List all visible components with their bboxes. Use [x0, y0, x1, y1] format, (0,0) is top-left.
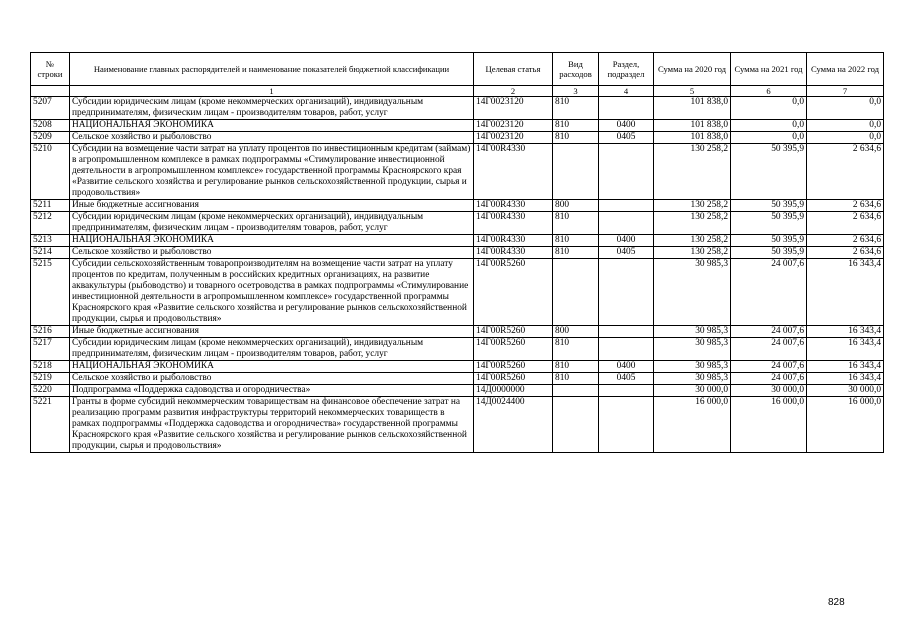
expense-type-cell: 810: [553, 132, 599, 144]
section-cell: [599, 144, 654, 200]
sum-2022-cell: 2 634,6: [807, 212, 884, 235]
table-row: [31, 361, 884, 373]
header-name: Наименование главных распорядителей и наименование показателей бюджетной классификации: [70, 53, 474, 86]
table-row: [31, 338, 884, 361]
row-name-cell: Гранты в форме субсидий некоммерческим товариществам на финансовое обеспечение затрат на реализацию программ развития инфраструктуры территорий некоммерческих товариществ в рамках подпрограммы «Поддержка садоводства и огородничества» государственной программы Красноярского края «Развитие сельского хозяйства и регулирование рынков сельскохозяйственной продукции, сырья и продовольствия»: [70, 397, 474, 453]
row-number-cell: 5213: [31, 235, 70, 247]
sum-2022-cell: 2 634,6: [807, 235, 884, 247]
row-number-cell: 5219: [31, 373, 70, 385]
sum-2022-cell: 2 634,6: [807, 200, 884, 212]
sum-2021-cell: 50 395,9: [731, 247, 807, 259]
target-article-cell: 14Г00R5260: [474, 326, 553, 338]
target-article-cell: 14Д0000000: [474, 385, 553, 397]
table-row: [31, 200, 884, 212]
row-number-cell: 5216: [31, 326, 70, 338]
row-name-cell: Иные бюджетные ассигнования: [70, 200, 474, 212]
row-name-cell: Сельское хозяйство и рыболовство: [70, 132, 474, 144]
expense-type-cell: 810: [553, 338, 599, 361]
sum-2020-cell: 101 838,0: [654, 120, 731, 132]
target-article-cell: 14Г00R5260: [474, 338, 553, 361]
column-number: 6: [731, 86, 807, 97]
column-number: 3: [553, 86, 599, 97]
expense-type-cell: 800: [553, 200, 599, 212]
target-article-cell: 14Г00R4330: [474, 247, 553, 259]
sum-2021-cell: 24 007,6: [731, 326, 807, 338]
table-row: [31, 326, 884, 338]
column-number: 7: [807, 86, 884, 97]
row-number-cell: 5220: [31, 385, 70, 397]
row-name-cell: Сельское хозяйство и рыболовство: [70, 247, 474, 259]
column-number: 5: [654, 86, 731, 97]
table-row: [31, 385, 884, 397]
section-cell: 0400: [599, 235, 654, 247]
table-row: [31, 212, 884, 235]
section-cell: [599, 200, 654, 212]
column-number: 1: [70, 86, 474, 97]
budget-table: [30, 52, 884, 453]
section-cell: [599, 397, 654, 453]
row-number-cell: 5218: [31, 361, 70, 373]
section-cell: [599, 97, 654, 120]
expense-type-cell: 810: [553, 97, 599, 120]
sum-2020-cell: 130 258,2: [654, 235, 731, 247]
row-name-cell: Субсидии юридическим лицам (кроме некоммерческих организаций), индивидуальным предпринимателям, физическим лицам - производителям товаров, работ, услуг: [70, 212, 474, 235]
target-article-cell: 14Г00R4330: [474, 200, 553, 212]
sum-2020-cell: 130 258,2: [654, 200, 731, 212]
target-article-cell: 14Г00R4330: [474, 212, 553, 235]
header-expense-type: Вид расходов: [553, 53, 599, 86]
sum-2020-cell: 30 985,3: [654, 326, 731, 338]
sum-2021-cell: 0,0: [731, 132, 807, 144]
table-row: [31, 397, 884, 453]
expense-type-cell: [553, 259, 599, 326]
column-number: 2: [474, 86, 553, 97]
sum-2022-cell: 2 634,6: [807, 247, 884, 259]
sum-2022-cell: 16 000,0: [807, 397, 884, 453]
sum-2022-cell: 0,0: [807, 132, 884, 144]
target-article-cell: 14Г00R5260: [474, 259, 553, 326]
target-article-cell: 14Д0024400: [474, 397, 553, 453]
sum-2020-cell: 130 258,2: [654, 144, 731, 200]
sum-2021-cell: 50 395,9: [731, 200, 807, 212]
row-name-cell: Субсидии на возмещение части затрат на уплату процентов по инвестиционным кредитам (займам) в агропромышленном комплексе в рамках подпрограммы «Стимулирование инвестиционной деятельности в агропромышленном комплексе» государственной программы Красноярского края «Развитие сельского хозяйства и регулирование рынков сельскохозяйственной продукции, сырья и продовольствия»: [70, 144, 474, 200]
sum-2020-cell: 30 985,3: [654, 259, 731, 326]
header-sum-2022: Сумма на 2022 год: [807, 53, 884, 86]
section-cell: 0400: [599, 361, 654, 373]
table-body: [31, 97, 884, 453]
sum-2021-cell: 24 007,6: [731, 373, 807, 385]
section-cell: [599, 338, 654, 361]
expense-type-cell: 810: [553, 361, 599, 373]
sum-2020-cell: 130 258,2: [654, 247, 731, 259]
expense-type-cell: 800: [553, 326, 599, 338]
row-name-cell: Сельское хозяйство и рыболовство: [70, 373, 474, 385]
sum-2020-cell: 30 985,3: [654, 361, 731, 373]
row-name-cell: НАЦИОНАЛЬНАЯ ЭКОНОМИКА: [70, 361, 474, 373]
table-row: [31, 235, 884, 247]
column-numbers-row: [31, 86, 884, 97]
column-number: 4: [599, 86, 654, 97]
expense-type-cell: 810: [553, 235, 599, 247]
sum-2022-cell: 30 000,0: [807, 385, 884, 397]
target-article-cell: 14Г00R4330: [474, 144, 553, 200]
sum-2020-cell: 30 985,3: [654, 338, 731, 361]
expense-type-cell: 810: [553, 247, 599, 259]
section-cell: [599, 259, 654, 326]
section-cell: [599, 385, 654, 397]
sum-2022-cell: 0,0: [807, 120, 884, 132]
target-article-cell: 14Г0023120: [474, 97, 553, 120]
row-name-cell: НАЦИОНАЛЬНАЯ ЭКОНОМИКА: [70, 235, 474, 247]
row-number-cell: 5212: [31, 212, 70, 235]
sum-2021-cell: 0,0: [731, 97, 807, 120]
sum-2020-cell: 101 838,0: [654, 132, 731, 144]
header-sum-2021: Сумма на 2021 год: [731, 53, 807, 86]
page-number: 828: [828, 597, 845, 608]
expense-type-cell: [553, 385, 599, 397]
row-number-cell: 5208: [31, 120, 70, 132]
table-row: [31, 259, 884, 326]
sum-2022-cell: 0,0: [807, 97, 884, 120]
sum-2020-cell: 30 000,0: [654, 385, 731, 397]
table-header-row: [31, 53, 884, 86]
row-name-cell: Иные бюджетные ассигнования: [70, 326, 474, 338]
section-cell: 0405: [599, 373, 654, 385]
sum-2021-cell: 30 000,0: [731, 385, 807, 397]
target-article-cell: 14Г00R5260: [474, 361, 553, 373]
header-row-number: № строки: [31, 53, 70, 86]
sum-2020-cell: 30 985,3: [654, 373, 731, 385]
sum-2022-cell: 2 634,6: [807, 144, 884, 200]
row-number-cell: 5215: [31, 259, 70, 326]
row-number-cell: 5217: [31, 338, 70, 361]
sum-2022-cell: 16 343,4: [807, 338, 884, 361]
target-article-cell: 14Г00R4330: [474, 235, 553, 247]
sum-2021-cell: 24 007,6: [731, 259, 807, 326]
sum-2021-cell: 24 007,6: [731, 361, 807, 373]
sum-2022-cell: 16 343,4: [807, 373, 884, 385]
sum-2021-cell: 24 007,6: [731, 338, 807, 361]
row-number-cell: 5209: [31, 132, 70, 144]
sum-2021-cell: 50 395,9: [731, 212, 807, 235]
table-row: [31, 373, 884, 385]
row-name-cell: Субсидии юридическим лицам (кроме некоммерческих организаций), индивидуальным предпринимателям, физическим лицам - производителям товаров, работ, услуг: [70, 97, 474, 120]
row-number-cell: 5207: [31, 97, 70, 120]
sum-2020-cell: 130 258,2: [654, 212, 731, 235]
table-row: [31, 132, 884, 144]
expense-type-cell: [553, 144, 599, 200]
row-name-cell: Субсидии сельскохозяйственным товаропроизводителям на возмещение части затрат на уплату процентов по кредитам, полученным в российских кредитных организациях, на развитие аквакультуры (рыбоводство) и товарного осетроводства в рамках подпрограммы «Стимулирование инвестиционной деятельности в агропромышленном комплексе» государственной программы Красноярского края «Развитие сельского хозяйства и регулирование рынков сельскохозяйственной продукции, сырья и продовольствия»: [70, 259, 474, 326]
sum-2021-cell: 50 395,9: [731, 235, 807, 247]
section-cell: 0405: [599, 247, 654, 259]
expense-type-cell: 810: [553, 373, 599, 385]
column-number: [31, 86, 70, 97]
header-sum-2020: Сумма на 2020 год: [654, 53, 731, 86]
budget-sheet: [30, 52, 883, 453]
table-row: [31, 120, 884, 132]
row-number-cell: 5221: [31, 397, 70, 453]
row-name-cell: Субсидии юридическим лицам (кроме некоммерческих организаций), индивидуальным предпринимателям, физическим лицам - производителям товаров, работ, услуг: [70, 338, 474, 361]
row-number-cell: 5211: [31, 200, 70, 212]
expense-type-cell: 810: [553, 212, 599, 235]
sum-2021-cell: 16 000,0: [731, 397, 807, 453]
expense-type-cell: [553, 397, 599, 453]
sum-2021-cell: 50 395,9: [731, 144, 807, 200]
table-row: [31, 247, 884, 259]
header-section: Раздел, подраздел: [599, 53, 654, 86]
row-name-cell: НАЦИОНАЛЬНАЯ ЭКОНОМИКА: [70, 120, 474, 132]
expense-type-cell: 810: [553, 120, 599, 132]
sum-2022-cell: 16 343,4: [807, 361, 884, 373]
sum-2022-cell: 16 343,4: [807, 326, 884, 338]
section-cell: [599, 212, 654, 235]
section-cell: [599, 326, 654, 338]
row-number-cell: 5210: [31, 144, 70, 200]
table-row: [31, 144, 884, 200]
section-cell: 0405: [599, 132, 654, 144]
sum-2021-cell: 0,0: [731, 120, 807, 132]
section-cell: 0400: [599, 120, 654, 132]
row-number-cell: 5214: [31, 247, 70, 259]
target-article-cell: 14Г00R5260: [474, 373, 553, 385]
header-target-article: Целевая статья: [474, 53, 553, 86]
sum-2020-cell: 101 838,0: [654, 97, 731, 120]
table-row: [31, 97, 884, 120]
target-article-cell: 14Г0023120: [474, 120, 553, 132]
sum-2022-cell: 16 343,4: [807, 259, 884, 326]
sum-2020-cell: 16 000,0: [654, 397, 731, 453]
target-article-cell: 14Г0023120: [474, 132, 553, 144]
row-name-cell: Подпрограмма «Поддержка садоводства и огородничества»: [70, 385, 474, 397]
